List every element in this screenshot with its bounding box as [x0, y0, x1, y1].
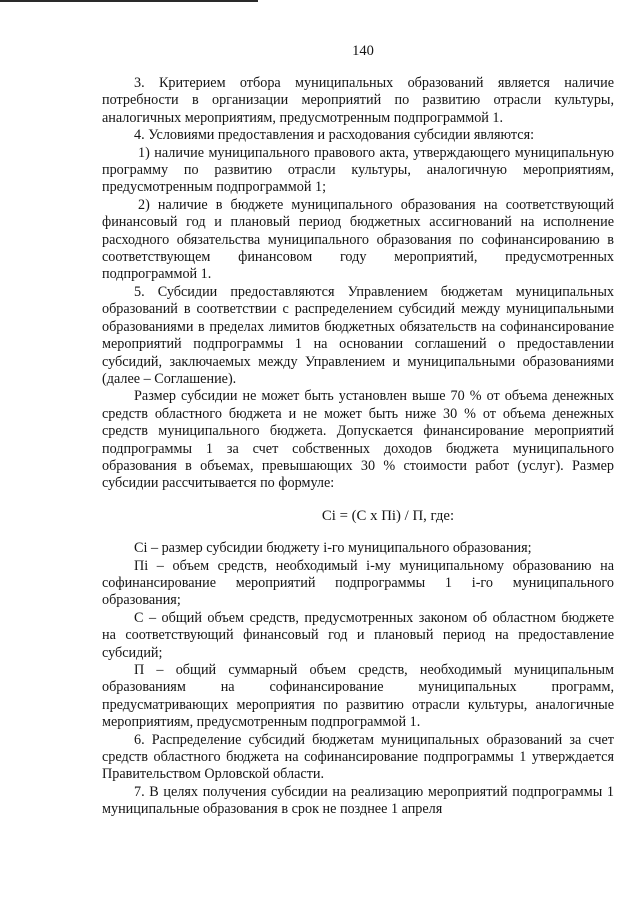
paragraph-5-subsidies: 5. Субсидии предоставляются Управлением бюджетам муниципальных образований в соответствии с распределением субсидий между муниципальными образованиями в пределах лимитов бюджетных обязательств на софинансирование мероприятий подпрограммы 1 на основании соглашений о предоставлении субсидий, заключаемых между Управлением и муниципальными образованиями (далее – Соглашение). — [102, 283, 614, 387]
paragraph-subsidy-size: Размер субсидии не может быть установлен выше 70 % от объема денежных средств областного бюджета и не может быть ниже 30 % от объема денежных средств муниципального бюджета. Допускается финансирование мероприятий подпрограммы 1 за счет собственных доходов бюджета муниципального образования в объемах, превышающих 30 % стоимости работ (услуг). Размер субсидии рассчитывается по формуле: — [102, 388, 614, 492]
paragraph-3-selection-criterion: 3. Критерием отбора муниципальных образований является наличие потребности в организации мероприятий по развитию отрасли культуры, аналогичных мероприятиям, предусмотренным подпрограммой 1. — [102, 75, 614, 126]
paragraph-4-item-2: 2) наличие в бюджете муниципального образования на соответствующий финансовый год и плановый период бюджетных ассигнований на исполнение расходного обязательства муниципального образования по софинансированию в соответствующем финансовом году мероприятий, предусмотренных подпрограммой 1. — [102, 196, 614, 283]
scan-edge-line — [0, 0, 258, 2]
definition-c: С – общий объем средств, предусмотренных законом об областном бюджете на соответствующий финансовый год и плановый период на предоставление субсидий; — [102, 609, 614, 661]
page-number: 140 — [352, 43, 374, 59]
subsidy-formula: Ci = (С х Пi) / П, где: — [321, 507, 455, 524]
paragraph-4-item-1: 1) наличие муниципального правового акта, утверждающего муниципальную программу по развитию отрасли культуры, аналогичную мероприятиям, предусмотренным подпрограммой 1; — [102, 144, 614, 196]
definition-ci: Ci – размер субсидии бюджету i-го муниципального образования; — [134, 540, 532, 557]
paragraph-6-distribution: 6. Распределение субсидий бюджетам муниципальных образований за счет средств областного бюджета на софинансирование подпрограммы 1 утверждается Правительством Орловской области. — [102, 731, 614, 783]
definition-pi: Пi – объем средств, необходимый i-му муниципальному образованию на софинансирование мероприятий подпрограммы 1 i-го муниципального образования; — [102, 557, 614, 609]
paragraph-7-application: 7. В целях получения субсидии на реализацию мероприятий подпрограммы 1 муниципальные образования в срок не позднее 1 апреля — [102, 783, 614, 818]
paragraph-4-conditions: 4. Условиями предоставления и расходования субсидии являются: — [134, 127, 535, 144]
document-body — [102, 75, 614, 819]
definition-p: П – общий суммарный объем средств, необходимый муниципальным образованиям на софинансирование муниципальных программ, предусматривающих мероприятия по развитию отрасли культуры, аналогичные мероприятиям, предусмотренным подпрограммой 1. — [102, 662, 614, 731]
